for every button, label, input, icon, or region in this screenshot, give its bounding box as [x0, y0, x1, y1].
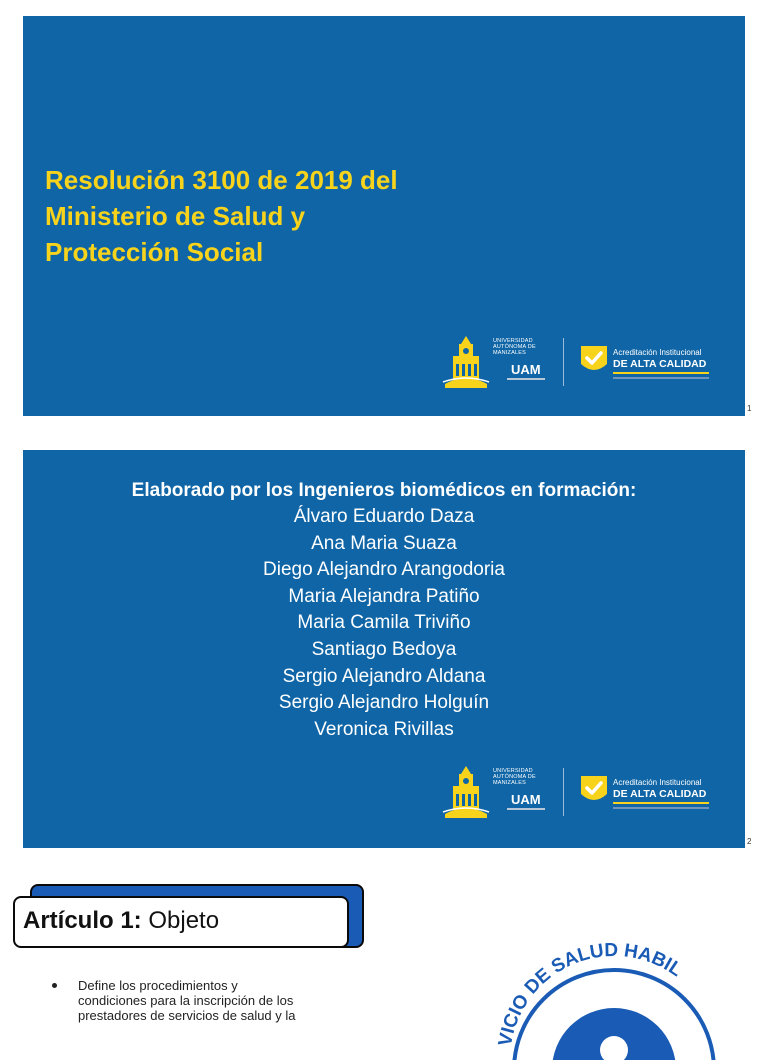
accreditation-fine-print [613, 807, 709, 809]
slide-title [45, 162, 485, 270]
accreditation-check-icon [579, 344, 609, 376]
uam-building-icon [441, 764, 491, 818]
university-line-1: UNIVERSIDAD [493, 338, 533, 344]
logo-divider [563, 768, 564, 816]
logo-strip [441, 334, 733, 394]
uam-tagline-mark [507, 378, 545, 380]
university-line-1: UNIVERSIDAD [493, 768, 533, 774]
author-name: Ana Maria Suaza [311, 532, 457, 554]
slide-number: 1 [747, 404, 752, 413]
accreditation-fine-print [613, 377, 709, 379]
author-name: Maria Alejandra Patiño [288, 585, 480, 607]
university-line-2: AUTÓNOMA DE [493, 344, 536, 350]
logo-strip [441, 764, 733, 824]
author-name: Diego Alejandro Arangodoria [263, 559, 505, 581]
uam-abbreviation: UAM [511, 792, 541, 807]
uam-abbreviation: UAM [511, 362, 541, 377]
accreditation-line-2: DE ALTA CALIDAD [613, 788, 707, 800]
uam-tagline-mark [507, 808, 545, 810]
accreditation-underline [613, 802, 709, 804]
university-line-2: AUTÓNOMA DE [493, 774, 536, 780]
article-name: Objeto [148, 907, 220, 934]
logo-divider [563, 338, 564, 386]
author-name: Sergio Alejandro Holguín [278, 692, 490, 714]
article-title [23, 907, 219, 935]
university-line-3: MANIZALES [493, 780, 526, 786]
author-name: Veronica Rivillas [314, 718, 454, 740]
bullet-line-2: condiciones para la inscripción de los [78, 993, 294, 1008]
bullet-line-3: prestadores de servicios de salud y la [78, 1008, 296, 1023]
author-name: Santiago Bedoya [311, 638, 457, 660]
slide-1 [23, 16, 745, 416]
article-label: Artículo 1: [23, 907, 142, 934]
accreditation-line-2: DE ALTA CALIDAD [613, 358, 707, 370]
accreditation-line-1: Acreditación Institucional [613, 348, 702, 357]
authors-heading: Elaborado por los Ingenieros biomédicos en formación: [131, 480, 637, 501]
uam-building-icon [441, 334, 491, 388]
author-name: Álvaro Eduardo Daza [293, 506, 475, 527]
article-bullet-list [52, 978, 372, 1023]
university-line-3: MANIZALES [493, 350, 526, 356]
article-title-box [13, 896, 349, 948]
university-name [493, 768, 536, 786]
bullet-line-1: Define los procedimientos y [78, 978, 238, 993]
accreditation-underline [613, 372, 709, 374]
authors-block [23, 478, 745, 743]
slide-2 [23, 450, 745, 848]
health-service-seal-icon [480, 940, 740, 1060]
title-line-3: Protección Social [45, 237, 264, 267]
list-item [52, 978, 372, 1023]
accreditation-line-1: Acreditación Institucional [613, 778, 702, 787]
university-name [493, 338, 536, 356]
slide-number: 2 [747, 837, 752, 846]
author-name: Maria Camila Triviño [297, 612, 471, 634]
accreditation-check-icon [579, 774, 609, 806]
title-line-1: Resolución 3100 de 2019 del [45, 165, 398, 195]
author-name: Sergio Alejandro Aldana [282, 665, 486, 687]
title-line-2: Ministerio de Salud y [45, 201, 306, 231]
seal-text: VICIO DE SALUD HABIL [494, 940, 686, 1048]
